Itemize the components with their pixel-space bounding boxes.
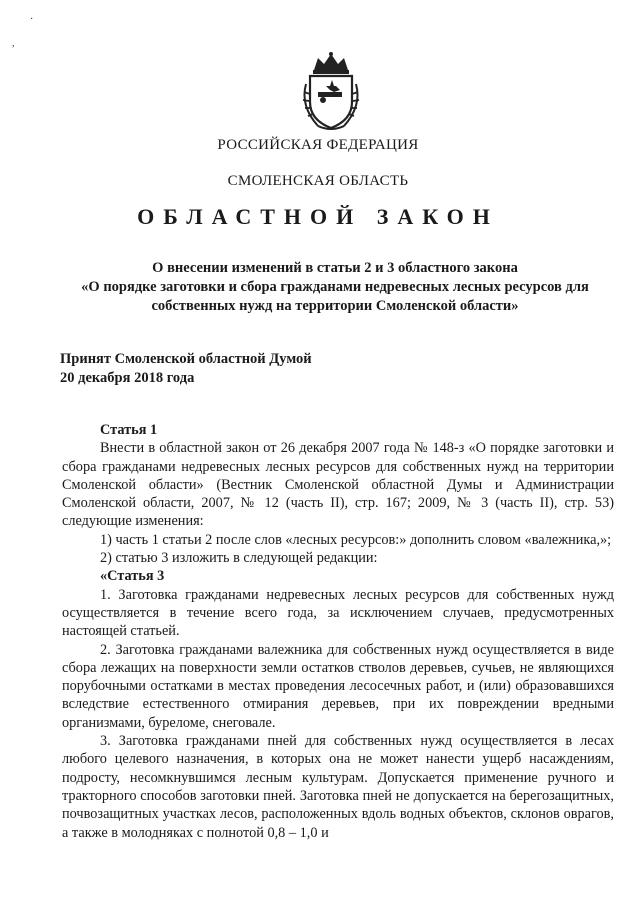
adoption-body: Принят Смоленской областной Думой: [60, 351, 312, 367]
law-body: [62, 421, 614, 842]
law-subject: [40, 259, 630, 316]
subject-line: О внесении изменений в статьи 2 и 3 областного закона: [152, 260, 518, 276]
article-1-intro: Внести в областной закон от 26 декабря 2007 года № 148-з «О порядке заготовки и сбора гражданами недревесных лесных ресурсов для собственных нужд на территории Смоленской области» (Вестник Смоленской областной Думы и Администрации Смоленской области, 2007, № 12 (часть II), стр. 167; 2009, № 3 (часть II), стр. 53) следующие изменения:: [62, 440, 614, 530]
smolensk-coat-of-arms-icon: [296, 50, 366, 132]
article-3-part-3: 3. Заготовка гражданами пней для собственных нужд осуществляется в лесах любого целевого назначения, в которых она не может нанести ущерб насаждениям, подросту, несомкнувшимся лесным культурам. Допускается применение ручного и тракторного способов заготовки пней. Заготовка пней не допускается на берегозащитных, почвозащитных участках лесов, расположенных вдоль водных объектов, склонов оврагов, а также в молодняках с полнотой 0,8 – 1,0 и: [62, 733, 614, 841]
adoption-info: [60, 350, 312, 388]
article-3-part-1: 1. Заготовка гражданами недревесных лесных ресурсов для собственных нужд осуществляется в течение всего года, за исключением случаев, предусмотренных настоящей статьей.: [62, 586, 614, 640]
article-3-title: «Статья 3: [100, 568, 165, 585]
region-name: СМОЛЕНСКАЯ ОБЛАСТЬ: [227, 173, 409, 189]
amendment-item-1: 1) часть 1 статьи 2 после слов «лесных ресурсов:» дополнить словом «валежника,»;: [100, 531, 612, 548]
subject-line: «О порядке заготовки и сбора гражданами недревесных лесных ресурсов для: [81, 279, 589, 295]
article-3-part-2: 2. Заготовка гражданами валежника для собственных нужд осуществляется в виде сбора лежащих на поверхности земли остатков стволов деревьев, сучьев, не являющихся порубочными остатками в местах проведения лесосечных работ, и (или) образовавшихся вследствие естественного отмирания деревьев, при их повреждении вредными организмами, буреломе, снеговале.: [62, 641, 614, 731]
country-name: РОССИЙСКАЯ ФЕДЕРАЦИЯ: [217, 137, 419, 153]
amendment-item-2: 2) статью 3 изложить в следующей редакции:: [100, 550, 378, 567]
adoption-date: 20 декабря 2018 года: [60, 370, 195, 386]
document-type-title: ОБЛАСТНОЙ ЗАКОН: [137, 204, 499, 229]
scan-mark: ,: [12, 38, 15, 49]
subject-line: собственных нужд на территории Смоленской области»: [151, 298, 519, 314]
article-1-title: Статья 1: [100, 422, 158, 438]
scan-mark: ·: [30, 14, 34, 25]
